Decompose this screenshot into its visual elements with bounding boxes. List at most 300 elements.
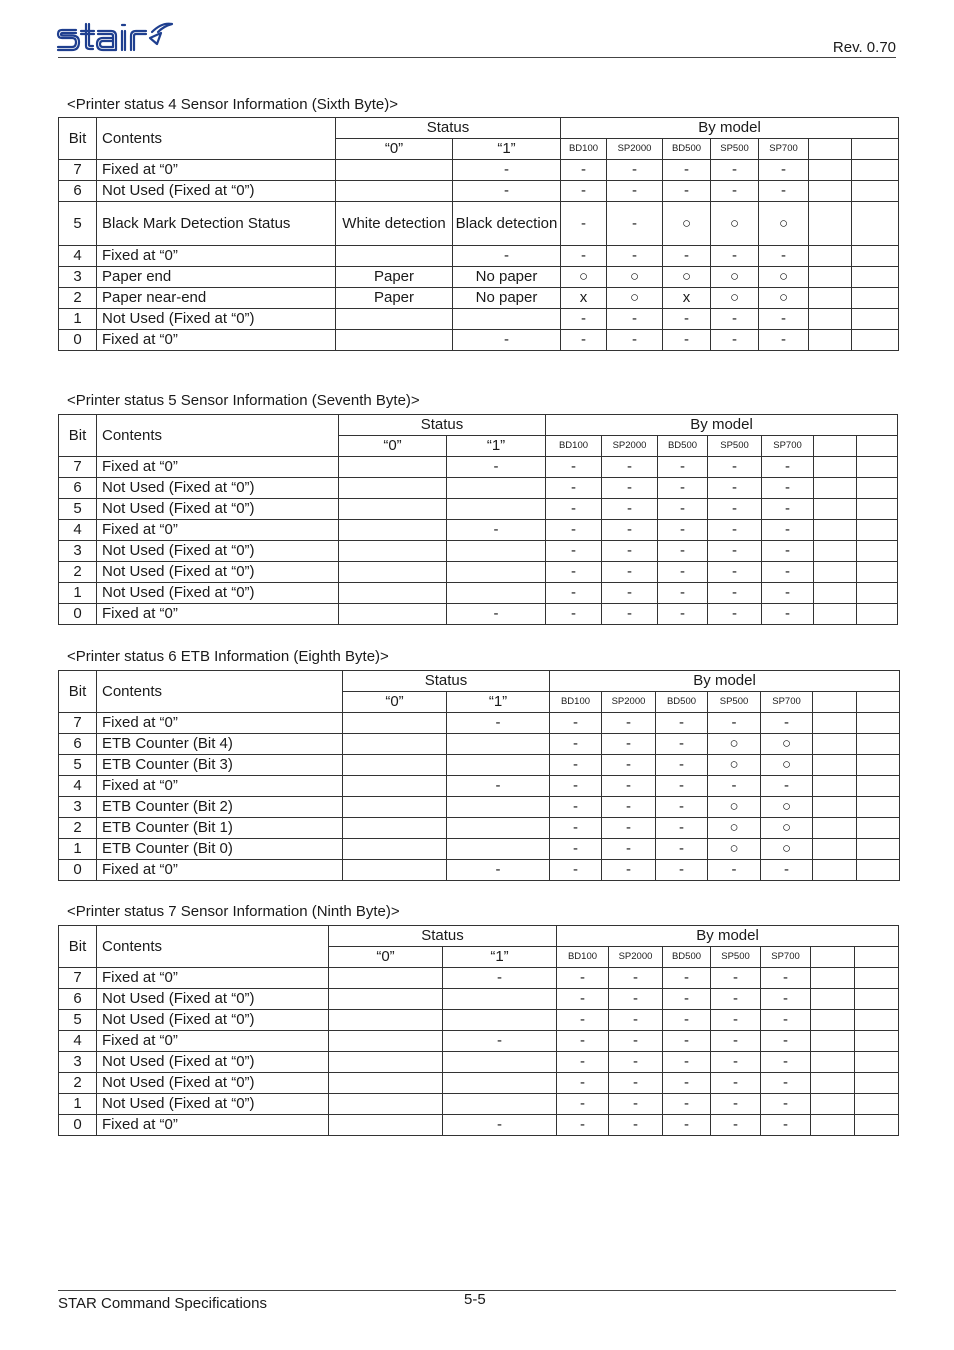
model-cell: - — [561, 202, 607, 246]
status-1-cell: - — [443, 1031, 557, 1052]
bit-cell: 3 — [59, 797, 97, 818]
empty-cell — [857, 457, 898, 478]
model-cell: - — [761, 968, 811, 989]
bit-cell: 5 — [59, 499, 97, 520]
model-cell: ○ — [708, 839, 761, 860]
model-cell: - — [550, 713, 602, 734]
empty-cell — [857, 776, 900, 797]
bit-cell: 5 — [59, 202, 97, 246]
status-1-cell: - — [447, 860, 550, 881]
header-status: Status — [343, 671, 550, 692]
empty-cell — [852, 139, 899, 160]
model-cell: - — [708, 860, 761, 881]
model-cell: - — [602, 797, 656, 818]
header-model-bd100: BD100 — [557, 947, 609, 968]
header-model-bd100: BD100 — [561, 139, 607, 160]
model-cell: - — [602, 478, 658, 499]
contents-cell: Fixed at “0” — [97, 713, 343, 734]
model-cell: - — [656, 734, 708, 755]
table-row — [59, 839, 900, 860]
model-cell: - — [609, 1094, 663, 1115]
model-cell: - — [607, 246, 663, 267]
header-by-model: By model — [561, 118, 899, 139]
model-cell: - — [762, 541, 814, 562]
header-status: Status — [336, 118, 561, 139]
status-table-5 — [58, 414, 898, 625]
model-cell: - — [658, 499, 708, 520]
table-row — [59, 860, 900, 881]
model-cell: - — [550, 860, 602, 881]
table-row — [59, 734, 900, 755]
status-0-cell — [343, 755, 447, 776]
model-cell: - — [663, 160, 711, 181]
table-row — [59, 818, 900, 839]
empty-cell — [852, 330, 899, 351]
model-cell: ○ — [607, 288, 663, 309]
model-cell: - — [711, 1094, 761, 1115]
header-model-sp2000: SP2000 — [607, 139, 663, 160]
status-0-cell: Paper — [336, 288, 453, 309]
bit-cell: 0 — [59, 604, 97, 625]
status-1-cell: - — [453, 181, 561, 202]
bit-cell: 2 — [59, 288, 97, 309]
status-0-cell — [329, 968, 443, 989]
model-cell: - — [602, 734, 656, 755]
status-0-cell — [339, 541, 447, 562]
status-0-cell — [336, 330, 453, 351]
model-cell: - — [708, 713, 761, 734]
contents-cell: Fixed at “0” — [97, 1115, 329, 1136]
model-cell: - — [711, 1031, 761, 1052]
status-1-cell: - — [453, 330, 561, 351]
model-cell: - — [546, 562, 602, 583]
contents-cell: Not Used (Fixed at “0”) — [97, 1010, 329, 1031]
empty-cell — [855, 989, 899, 1010]
status-1-cell — [447, 797, 550, 818]
model-cell: - — [663, 1052, 711, 1073]
header-contents: Contents — [97, 926, 329, 968]
model-cell: ○ — [607, 267, 663, 288]
header-status-0: “0” — [339, 436, 447, 457]
empty-cell — [811, 989, 855, 1010]
model-cell: - — [663, 181, 711, 202]
table-row — [59, 989, 899, 1010]
header-model-sp700: SP700 — [761, 692, 813, 713]
status-1-cell — [447, 839, 550, 860]
empty-cell — [814, 562, 857, 583]
model-cell: ○ — [711, 202, 759, 246]
contents-cell: Fixed at “0” — [97, 604, 339, 625]
model-cell: - — [656, 755, 708, 776]
page-number: 5-5 — [464, 1291, 486, 1308]
empty-cell — [809, 139, 852, 160]
empty-cell — [852, 160, 899, 181]
status-1-cell: - — [453, 246, 561, 267]
status-table-7 — [58, 925, 899, 1136]
status-1-cell — [447, 562, 546, 583]
header-contents: Contents — [97, 118, 336, 160]
table-caption: <Printer status 5 Sensor Information (Seventh Byte)> — [67, 392, 420, 409]
model-cell: - — [602, 755, 656, 776]
model-cell: - — [546, 457, 602, 478]
contents-cell: Not Used (Fixed at “0”) — [97, 583, 339, 604]
model-cell: - — [762, 562, 814, 583]
status-1-cell: - — [443, 968, 557, 989]
empty-cell — [811, 1073, 855, 1094]
status-0-cell — [336, 246, 453, 267]
status-1-cell: - — [447, 520, 546, 541]
model-cell: - — [762, 604, 814, 625]
model-cell: - — [762, 457, 814, 478]
empty-cell — [813, 860, 857, 881]
model-cell: - — [607, 202, 663, 246]
model-cell: - — [550, 755, 602, 776]
model-cell: - — [711, 330, 759, 351]
header-by-model: By model — [550, 671, 900, 692]
bit-cell: 6 — [59, 478, 97, 499]
empty-cell — [811, 968, 855, 989]
model-cell: - — [561, 330, 607, 351]
empty-cell — [855, 1115, 899, 1136]
contents-cell: Paper near-end — [97, 288, 336, 309]
empty-cell — [857, 734, 900, 755]
model-cell: - — [557, 1115, 609, 1136]
model-cell: - — [602, 776, 656, 797]
model-cell: - — [546, 604, 602, 625]
model-cell: - — [602, 860, 656, 881]
empty-cell — [809, 267, 852, 288]
status-0-cell — [343, 713, 447, 734]
model-cell: - — [609, 968, 663, 989]
empty-cell — [813, 797, 857, 818]
table-row — [59, 246, 899, 267]
model-cell: - — [663, 1010, 711, 1031]
empty-cell — [855, 1073, 899, 1094]
status-1-cell — [447, 755, 550, 776]
table-caption: <Printer status 7 Sensor Information (Ninth Byte)> — [67, 903, 400, 920]
contents-cell: Fixed at “0” — [97, 330, 336, 351]
header-model-bd100: BD100 — [550, 692, 602, 713]
bit-cell: 3 — [59, 1052, 97, 1073]
model-cell: - — [658, 457, 708, 478]
empty-cell — [814, 583, 857, 604]
contents-cell: Not Used (Fixed at “0”) — [97, 1052, 329, 1073]
model-cell: ○ — [761, 797, 813, 818]
model-cell: - — [607, 330, 663, 351]
status-0-cell — [339, 604, 447, 625]
bit-cell: 5 — [59, 755, 97, 776]
table-row — [59, 288, 899, 309]
header-model-sp700: SP700 — [759, 139, 809, 160]
empty-cell — [857, 860, 900, 881]
model-cell: - — [759, 309, 809, 330]
model-cell: - — [663, 1031, 711, 1052]
model-cell: - — [663, 1094, 711, 1115]
status-0-cell — [339, 478, 447, 499]
model-cell: - — [658, 478, 708, 499]
table-row — [59, 562, 898, 583]
contents-cell: Not Used (Fixed at “0”) — [97, 1094, 329, 1115]
status-0-cell — [329, 1052, 443, 1073]
status-1-cell: - — [443, 1115, 557, 1136]
model-cell: - — [761, 1073, 811, 1094]
status-0-cell — [339, 520, 447, 541]
empty-cell — [852, 267, 899, 288]
empty-cell — [809, 181, 852, 202]
model-cell: ○ — [761, 818, 813, 839]
model-cell: ○ — [761, 839, 813, 860]
contents-cell: Not Used (Fixed at “0”) — [97, 309, 336, 330]
table-row — [59, 797, 900, 818]
bit-cell: 4 — [59, 1031, 97, 1052]
model-cell: - — [656, 818, 708, 839]
empty-cell — [855, 1052, 899, 1073]
model-cell: - — [708, 776, 761, 797]
table-row — [59, 520, 898, 541]
model-cell: - — [708, 562, 762, 583]
empty-cell — [857, 839, 900, 860]
model-cell: - — [711, 1052, 761, 1073]
bit-cell: 1 — [59, 1094, 97, 1115]
status-0-cell — [336, 160, 453, 181]
model-cell: ○ — [711, 288, 759, 309]
model-cell: - — [561, 181, 607, 202]
table-row — [59, 267, 899, 288]
model-cell: - — [546, 520, 602, 541]
header-status-0: “0” — [336, 139, 453, 160]
empty-cell — [855, 1094, 899, 1115]
model-cell: - — [708, 499, 762, 520]
status-0-cell — [343, 776, 447, 797]
model-cell: ○ — [759, 202, 809, 246]
table-row — [59, 478, 898, 499]
model-cell: - — [761, 776, 813, 797]
model-cell: - — [546, 478, 602, 499]
status-1-cell — [447, 818, 550, 839]
model-cell: - — [550, 839, 602, 860]
model-cell: ○ — [708, 797, 761, 818]
model-cell: - — [602, 562, 658, 583]
status-0-cell — [329, 989, 443, 1010]
empty-cell — [857, 436, 898, 457]
contents-cell: Not Used (Fixed at “0”) — [97, 499, 339, 520]
model-cell: - — [656, 839, 708, 860]
status-1-cell: Black detection — [453, 202, 561, 246]
model-cell: ○ — [708, 755, 761, 776]
status-0-cell: White detection — [336, 202, 453, 246]
bit-cell: 1 — [59, 309, 97, 330]
header-bit: Bit — [59, 118, 97, 160]
model-cell: - — [602, 520, 658, 541]
header-model-sp500: SP500 — [708, 436, 762, 457]
status-0-cell — [329, 1073, 443, 1094]
status-0-cell — [343, 734, 447, 755]
model-cell: - — [762, 478, 814, 499]
table-row — [59, 1115, 899, 1136]
contents-cell: Not Used (Fixed at “0”) — [97, 989, 329, 1010]
status-1-cell — [443, 1010, 557, 1031]
status-0-cell — [343, 860, 447, 881]
table-row — [59, 541, 898, 562]
header-status-1: “1” — [447, 436, 546, 457]
contents-cell: Fixed at “0” — [97, 520, 339, 541]
empty-cell — [813, 839, 857, 860]
header-bit: Bit — [59, 671, 97, 713]
empty-cell — [852, 309, 899, 330]
status-1-cell: - — [453, 160, 561, 181]
status-1-cell — [443, 1052, 557, 1073]
bit-cell: 3 — [59, 541, 97, 562]
model-cell: - — [762, 499, 814, 520]
status-0-cell — [339, 457, 447, 478]
model-cell: ○ — [708, 734, 761, 755]
model-cell: - — [609, 1010, 663, 1031]
model-cell: - — [663, 989, 711, 1010]
empty-cell — [852, 246, 899, 267]
empty-cell — [814, 499, 857, 520]
model-cell: ○ — [663, 267, 711, 288]
status-0-cell — [336, 309, 453, 330]
contents-cell: Not Used (Fixed at “0”) — [97, 478, 339, 499]
bit-cell: 0 — [59, 860, 97, 881]
header-model-sp2000: SP2000 — [602, 436, 658, 457]
empty-cell — [814, 436, 857, 457]
model-cell: - — [609, 989, 663, 1010]
model-cell: - — [759, 181, 809, 202]
model-cell: - — [607, 309, 663, 330]
empty-cell — [857, 520, 898, 541]
empty-cell — [852, 181, 899, 202]
table-row — [59, 604, 898, 625]
status-0-cell — [343, 839, 447, 860]
model-cell: - — [546, 541, 602, 562]
table-row — [59, 330, 899, 351]
contents-cell: Fixed at “0” — [97, 160, 336, 181]
header-status-0: “0” — [343, 692, 447, 713]
model-cell: ○ — [561, 267, 607, 288]
table-row — [59, 755, 900, 776]
empty-cell — [814, 520, 857, 541]
contents-cell: Fixed at “0” — [97, 968, 329, 989]
contents-cell: ETB Counter (Bit 3) — [97, 755, 343, 776]
model-cell: - — [663, 246, 711, 267]
model-cell: - — [761, 1094, 811, 1115]
empty-cell — [813, 755, 857, 776]
model-cell: - — [609, 1031, 663, 1052]
empty-cell — [855, 947, 899, 968]
contents-cell: Not Used (Fixed at “0”) — [97, 562, 339, 583]
revision-label: Rev. 0.70 — [832, 39, 896, 56]
header-model-sp700: SP700 — [761, 947, 811, 968]
bit-cell: 2 — [59, 562, 97, 583]
status-1-cell — [453, 309, 561, 330]
model-cell: - — [762, 520, 814, 541]
empty-cell — [857, 478, 898, 499]
model-cell: ○ — [759, 267, 809, 288]
model-cell: - — [663, 330, 711, 351]
model-cell: ○ — [663, 202, 711, 246]
status-1-cell: - — [447, 713, 550, 734]
model-cell: - — [557, 1052, 609, 1073]
model-cell: - — [546, 583, 602, 604]
empty-cell — [811, 1052, 855, 1073]
model-cell: - — [658, 541, 708, 562]
empty-cell — [814, 604, 857, 625]
model-cell: - — [656, 797, 708, 818]
model-cell: - — [663, 968, 711, 989]
model-cell: - — [663, 1073, 711, 1094]
contents-cell: ETB Counter (Bit 1) — [97, 818, 343, 839]
status-0-cell — [339, 583, 447, 604]
header-bit: Bit — [59, 415, 97, 457]
status-1-cell: No paper — [453, 288, 561, 309]
model-cell: - — [761, 1052, 811, 1073]
model-cell: - — [557, 1073, 609, 1094]
status-1-cell — [447, 541, 546, 562]
table-row — [59, 309, 899, 330]
model-cell: - — [550, 797, 602, 818]
table-row — [59, 776, 900, 797]
model-cell: x — [561, 288, 607, 309]
table-row — [59, 202, 899, 246]
status-0-cell — [343, 818, 447, 839]
empty-cell — [813, 713, 857, 734]
status-0-cell — [329, 1010, 443, 1031]
header-status: Status — [329, 926, 557, 947]
header-model-bd500: BD500 — [658, 436, 708, 457]
model-cell: - — [658, 562, 708, 583]
header-model-sp2000: SP2000 — [609, 947, 663, 968]
model-cell: - — [761, 713, 813, 734]
empty-cell — [857, 541, 898, 562]
model-cell: - — [557, 1031, 609, 1052]
model-cell: - — [602, 457, 658, 478]
status-1-cell — [443, 1073, 557, 1094]
model-cell: - — [561, 246, 607, 267]
model-cell: - — [561, 160, 607, 181]
model-cell: - — [708, 604, 762, 625]
star-logo-graphic — [56, 20, 174, 56]
empty-cell — [813, 734, 857, 755]
empty-cell — [813, 692, 857, 713]
status-0-cell — [339, 562, 447, 583]
model-cell: - — [663, 309, 711, 330]
status-1-cell: - — [447, 604, 546, 625]
empty-cell — [811, 1010, 855, 1031]
empty-cell — [809, 309, 852, 330]
table-row — [59, 181, 899, 202]
bit-cell: 7 — [59, 968, 97, 989]
empty-cell — [855, 1010, 899, 1031]
model-cell: - — [550, 734, 602, 755]
status-1-cell — [443, 1094, 557, 1115]
empty-cell — [857, 713, 900, 734]
model-cell: - — [759, 246, 809, 267]
model-cell: - — [550, 776, 602, 797]
model-cell: - — [557, 1094, 609, 1115]
contents-cell: Black Mark Detection Status — [97, 202, 336, 246]
model-cell: - — [658, 604, 708, 625]
model-cell: - — [711, 246, 759, 267]
empty-cell — [857, 797, 900, 818]
empty-cell — [855, 1031, 899, 1052]
model-cell: x — [663, 288, 711, 309]
bit-cell: 2 — [59, 1073, 97, 1094]
contents-cell: Fixed at “0” — [97, 1031, 329, 1052]
table-row — [59, 713, 900, 734]
status-0-cell — [336, 181, 453, 202]
model-cell: - — [711, 309, 759, 330]
